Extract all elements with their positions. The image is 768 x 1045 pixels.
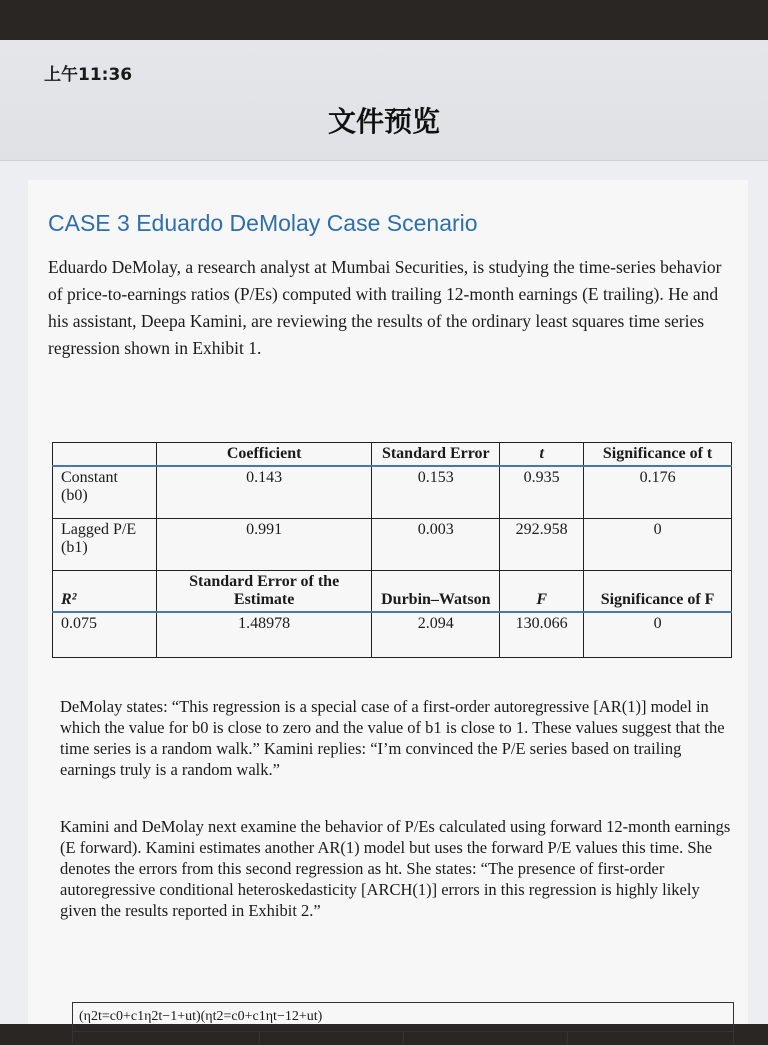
table-header-row: [53, 443, 732, 467]
table-cell: 0.153: [372, 466, 500, 518]
table-header-cell: R²: [53, 570, 157, 612]
table-header-cell: Standard Error: [372, 443, 500, 467]
divider: [259, 1031, 260, 1045]
table-row: [53, 518, 732, 570]
demolay-statement-paragraph: DeMolay states: “This regression is a special case of a first-order autoregressive [AR(1)] model in which the value for b0 is close to zero and the value of b1 is close to 1. These values suggest that the time series is a random walk.” Kamini replies: “I’m convinced the P/E series based on trailing earnings truly is a random walk.”: [60, 697, 725, 779]
screen: [0, 40, 768, 1024]
table-row: [53, 612, 732, 658]
table-cell: 2.094: [372, 612, 500, 658]
table-cell: 130.066: [500, 612, 584, 658]
table-cell: 0.003: [372, 518, 500, 570]
table-header-cell: Coefficient: [156, 443, 372, 467]
table-cell: 0.143: [156, 466, 372, 518]
table-header-cell: Significance of F: [584, 570, 732, 612]
table-cell: 0.935: [500, 466, 584, 518]
status-time: 上午11:36: [44, 65, 133, 85]
exhibit-2-table-fragment: [72, 1002, 734, 1043]
table-cell: 1.48978: [156, 612, 372, 658]
table-header-cell: Durbin–Watson: [372, 570, 500, 612]
document-preview[interactable]: [28, 180, 748, 1024]
table-header-cell: Significance of t: [584, 443, 732, 467]
table-header-cell: [53, 443, 157, 467]
divider: [567, 1031, 568, 1045]
table-cell: 0: [584, 518, 732, 570]
kamini-demolay-paragraph: Kamini and DeMolay next examine the behavior of P/Es calculated using forward 12-month earnings (E forward). Kamini estimates another AR(1) model but uses the forward P/E values this time. She denotes the errors from this second regression as ht. She states: “The presence of first-order autoregressive conditional heteroskedasticity [ARCH(1)] errors in this regression is highly likely given the results reported in Exhibit 2.”: [60, 817, 731, 920]
table-cell: 0.075: [53, 612, 157, 658]
table-cell: 0: [584, 612, 732, 658]
divider: [403, 1031, 404, 1045]
table-cell: Lagged P/E (b1): [53, 518, 157, 570]
table-row: [53, 466, 732, 518]
table-cell: 0.991: [156, 518, 372, 570]
table-cell: Constant (b0): [53, 466, 157, 518]
top-bar: [0, 40, 768, 161]
table-cell: 0.176: [584, 466, 732, 518]
case-title: CASE 3 Eduardo DeMolay Case Scenario: [48, 210, 478, 236]
table-header-cell: F: [500, 570, 584, 612]
arch-formula: (η2t=c0+c1η2t−1+ut)(ηt2=c0+c1ηt−12+ut): [79, 1009, 323, 1024]
table-header-row: [53, 570, 732, 612]
page-title: 文件预览: [327, 105, 440, 138]
table-header-cell: Standard Error of the Estimate: [156, 570, 372, 612]
table-cell: 292.958: [500, 518, 584, 570]
table-header-cell: t: [500, 443, 584, 467]
regression-table: [52, 442, 732, 658]
intro-paragraph: Eduardo DeMolay, a research analyst at Mumbai Securities, is studying the time-series behavior of price-to-earnings ratios (P/Es) computed with trailing 12-month earnings (E trailing). He and his assistant, Deepa Kamini, are reviewing the results of the ordinary least squares time series regression shown in Exhibit 1.: [48, 257, 722, 358]
